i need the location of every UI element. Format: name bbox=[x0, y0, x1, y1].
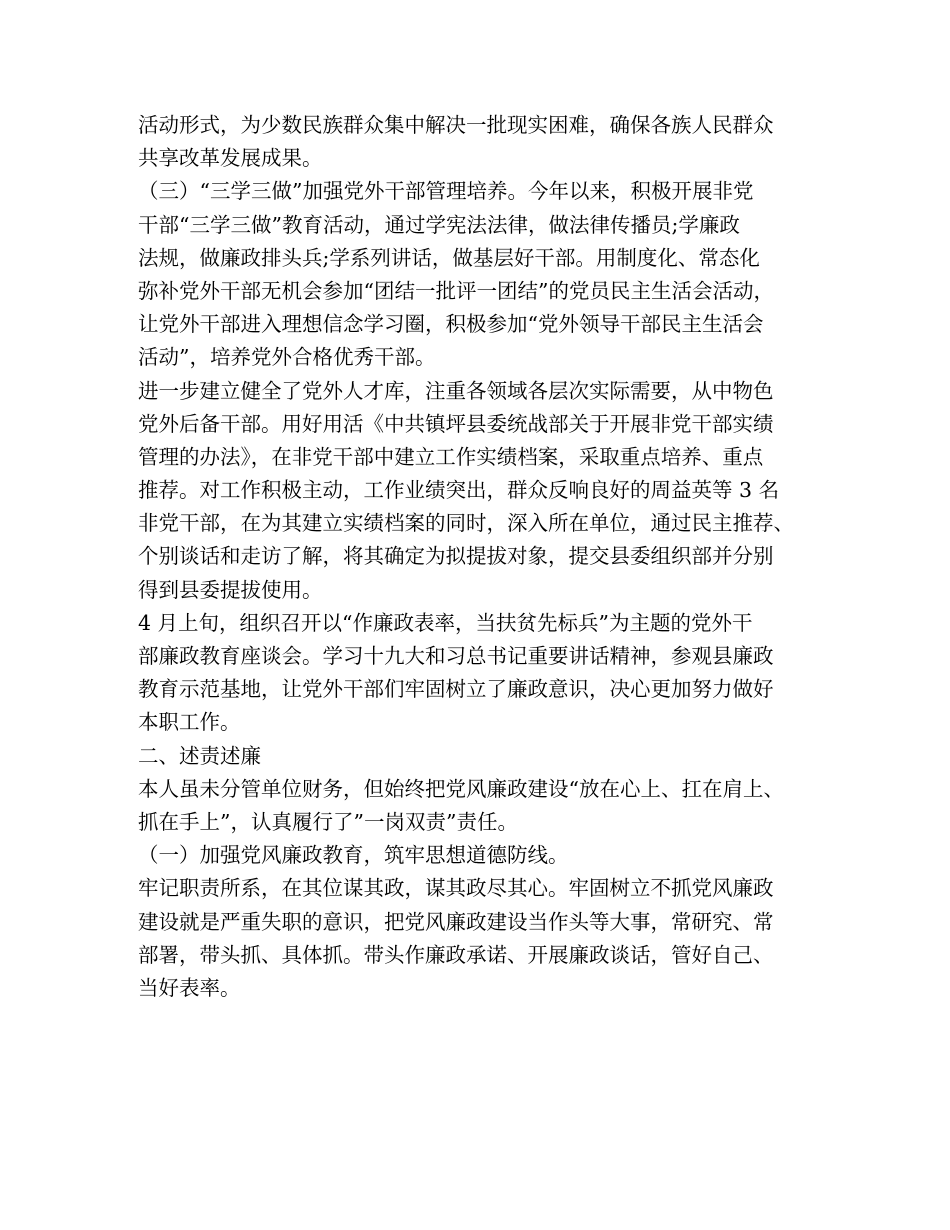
section-heading: （一）加强党风廉政教育，筑牢思想道德防线。 bbox=[138, 843, 569, 868]
text-line: 活动形式，为少数民族群众集中解决一批现实困难，确保各族人民群众 bbox=[138, 113, 774, 137]
text-line: 推荐。对工作积极主动，工作业绩突出，群众反响良好的周益英等 3 名 bbox=[138, 478, 780, 503]
text-line: 4 月上旬，组织召开以“作廉政表率，当扶贫先标兵”为主题的党外干 bbox=[138, 610, 753, 635]
text-line: 当好表率。 bbox=[138, 975, 241, 1000]
text-line: 管理的办法》，在非党干部中建立工作实绩档案，采取重点培养、重点 bbox=[138, 444, 764, 469]
text-line: 干部“三学三做”教育活动，通过学宪法法律，做法律传播员;学廉政 bbox=[138, 212, 740, 237]
text-line: 个别谈话和走访了解，将其确定为拟提拔对象，提交县委组织部并分别 bbox=[138, 544, 774, 569]
text-line: 建设就是严重失职的意识，把党风廉政建设当作头等大事，常研究、常 bbox=[138, 909, 774, 934]
text-line: 本职工作。 bbox=[138, 710, 241, 735]
text-line: 党外后备干部。用好用活《中共镇坪县委统战部关于开展非党干部实绩 bbox=[138, 411, 774, 436]
text-line: 牢记职责所系，在其位谋其政，谋其政尽其心。牢固树立不抓党风廉政 bbox=[138, 876, 774, 901]
text-line: 共享改革发展成果。 bbox=[138, 146, 323, 171]
text-line: 让党外干部进入理想信念学习圈，积极参加“党外领导干部民主生活会 bbox=[138, 312, 764, 337]
text-line: 活动”，培养党外合格优秀干部。 bbox=[138, 345, 436, 370]
text-line: 部署，带头抓、具体抓。带头作廉政承诺、开展廉政谈话，管好自己、 bbox=[138, 942, 774, 967]
text-line: 法规，做廉政排头兵;学系列讲话，做基层好干部。用制度化、常态化 bbox=[138, 245, 760, 270]
document-body bbox=[138, 109, 838, 1005]
text-line: 得到县委提拔使用。 bbox=[138, 577, 323, 602]
section-heading: 二、述责述廉 bbox=[138, 743, 261, 768]
text-line: 教育示范基地，让党外干部们牢固树立了廉政意识，决心更加努力做好 bbox=[138, 677, 774, 702]
text-line: 抓在手上”，认真履行了”一岗双责”责任。 bbox=[138, 809, 518, 834]
section-heading: （三）“三学三做”加强党外干部管理培养。今年以来，积极开展非党 bbox=[138, 179, 754, 204]
text-line: 本人虽未分管单位财务，但始终把党风廉政建设“放在心上、扛在肩上、 bbox=[138, 776, 784, 801]
text-line: 进一步建立健全了党外人才库，注重各领域各层次实际需要，从中物色 bbox=[138, 378, 774, 403]
text-line: 部廉政教育座谈会。学习十九大和习总书记重要讲话精神，参观县廉政 bbox=[138, 644, 774, 668]
text-line: 弥补党外干部无机会参加“团结一批评一团结”的党员民主生活会活动， bbox=[138, 278, 774, 303]
text-line: 非党干部，在为其建立实绩档案的同时，深入所在单位，通过民主推荐、 bbox=[138, 511, 794, 536]
